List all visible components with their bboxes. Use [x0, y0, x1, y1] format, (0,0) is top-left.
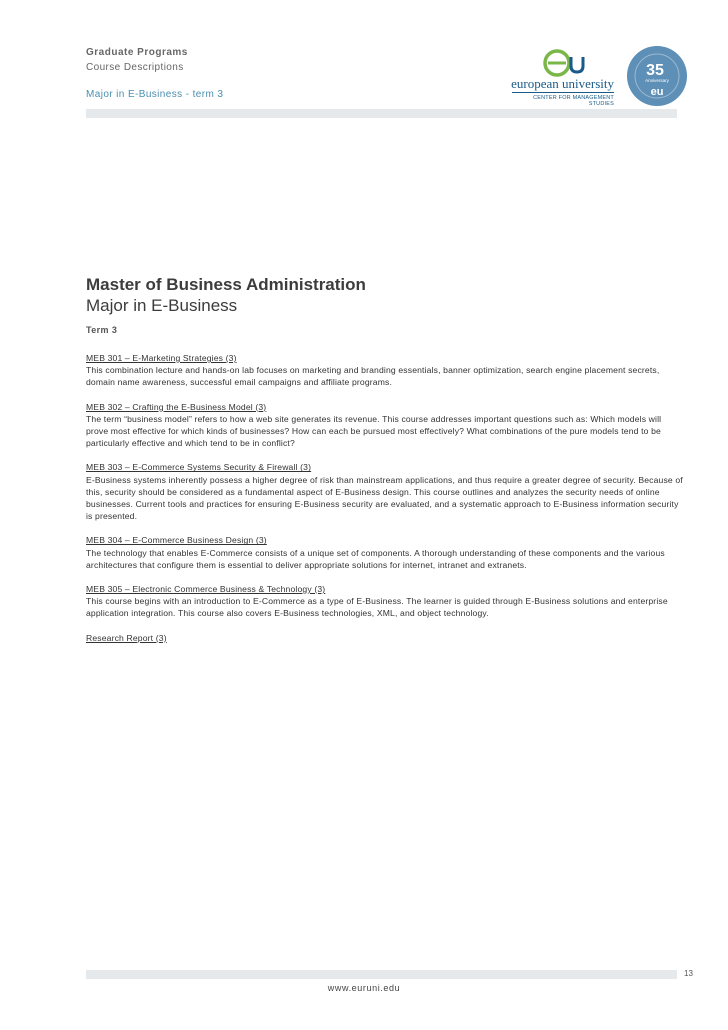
- page-title: Master of Business Administration: [86, 275, 366, 294]
- term-label: Term 3: [86, 325, 118, 335]
- course-title: MEB 305 – Electronic Commerce Business & Technology (3): [86, 584, 326, 595]
- course-list: [86, 352, 684, 656]
- course-title: MEB 303 – E-Commerce Systems Security & Firewall (3): [86, 462, 312, 473]
- header-major: Major in E-Business - term 3: [86, 89, 224, 100]
- header-title: Graduate Programs: [86, 47, 188, 58]
- course-description: This course begins with an introduction to E-Commerce as a type of E-Business. The learner is guided through E-Business solutions and enterprise application integration. This course also covers E-Business technologies, XML, and object technology.: [86, 596, 668, 619]
- course-title: MEB 302 – Crafting the E-Business Model (3): [86, 401, 267, 412]
- course-title: MEB 304 – E-Commerce Business Design (3): [86, 535, 267, 546]
- anniversary-seal-icon: [626, 45, 688, 107]
- footer-divider-bar: [86, 970, 677, 979]
- course-item: [86, 632, 684, 644]
- logo-divider: [512, 92, 614, 93]
- page-subtitle: Major in E-Business: [86, 296, 238, 315]
- course-description: The term “business model” refers to how a web site generates its revenue. This course addresses important questions such as: Which models will prove most effective for which kinds of businesses? How can each be pursued most effectively? What combinations of the pure models tend to be particularly effective and which tend to be in conflict?: [86, 413, 662, 449]
- course-item: [86, 352, 684, 389]
- header-divider-bar: [86, 109, 677, 118]
- course-item: [86, 583, 684, 620]
- footer-url: www.euruni.edu: [327, 983, 401, 993]
- seal-number: 35: [646, 62, 664, 79]
- course-item: [86, 534, 684, 571]
- seal-mark: eu: [650, 86, 664, 98]
- course-title: MEB 301 – E-Marketing Strategies (3): [86, 353, 237, 363]
- european-university-logo: [510, 48, 614, 107]
- logo-tagline: CENTER FOR MANAGEMENT STUDIES: [533, 95, 614, 107]
- logo-name: european university: [511, 76, 614, 91]
- course-description: This combination lecture and hands-on lab focuses on marketing and branding essentials, banner optimization, search engine placement secrets, domain name awareness, successful email campaigns and affiliate programs.: [86, 365, 660, 388]
- course-title: Research Report (3): [86, 632, 167, 643]
- seal-text: Anniversary: [645, 78, 669, 83]
- header-subtitle: Course Descriptions: [86, 62, 184, 73]
- course-item: [86, 461, 684, 522]
- page-number: 13: [684, 969, 693, 978]
- course-item: [86, 401, 684, 450]
- eu-logo-icon: [543, 48, 587, 78]
- course-description: The technology that enables E-Commerce consists of a unique set of components. A thorough understanding of these components and the various architectures that configure them is essential to deliver appropriate solutions for internet, intranet and extranets.: [86, 547, 665, 570]
- course-description: E-Business systems inherently possess a higher degree of risk than mainstream applications, and thus require a greater degree of security. Because of this, security should be considered as a fundamental aspect of E-Business design. This course outlines and analyzes the security needs of online businesses. Current tools and practices for ensuring E-Business security are evaluated, and a systematic approach to E-Business information security is presented.: [86, 474, 683, 522]
